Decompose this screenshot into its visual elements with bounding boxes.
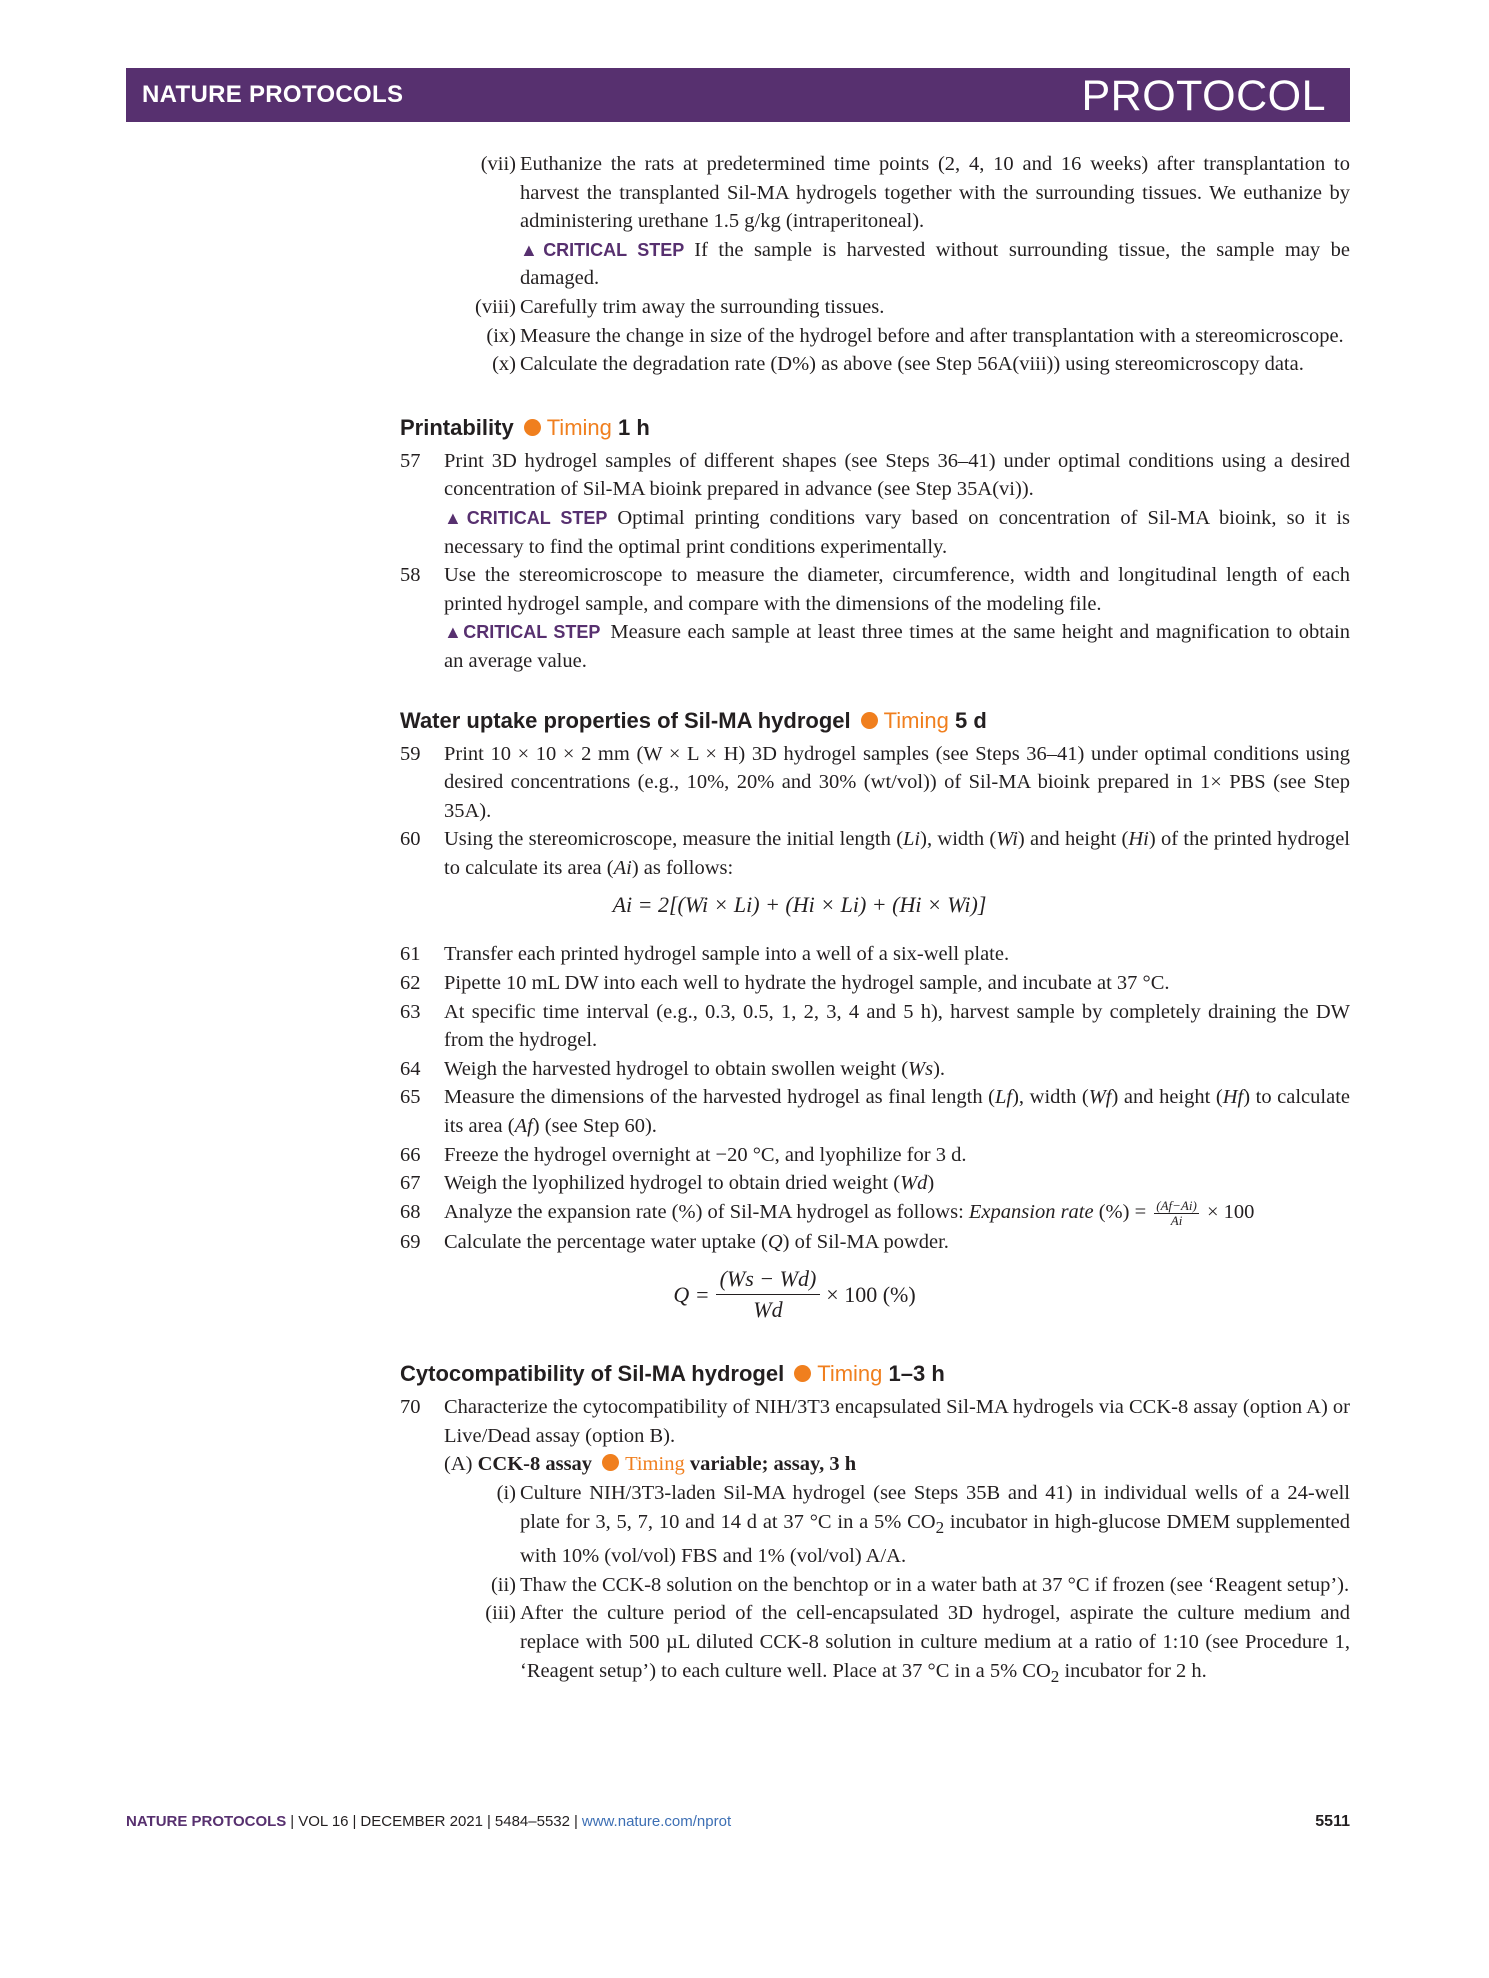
option-a-heading: (A) CCK-8 assay Timing variable; assay, 3 h <box>444 1453 857 1476</box>
step-58: 58 Use the stereomicroscope to measure the diameter, circumference, width and longitudinal length of each printed hydrogel sample, and compare with the dimensions of the modeling file. ▲CRITICAL STEP Measure each sample at least three times at the same height and magnification to obtain an average value. <box>400 564 1350 672</box>
timing-dot-icon <box>794 1365 811 1382</box>
step-67: 67 Weigh the lyophilized hydrogel to obtain dried weight (Wd) <box>400 1172 935 1195</box>
step-69: 69 Calculate the percentage water uptake (Q) of Sil-MA powder. <box>400 1230 949 1253</box>
section-printability-heading: Printability Timing 1 h <box>400 414 650 440</box>
section-cytocompatibility-heading: Cytocompatibility of Sil-MA hydrogel Timing 1–3 h <box>400 1361 945 1387</box>
expansion-fraction: $\frac{(Af-Ai)}{Ai}$ <box>1156 1197 1197 1228</box>
step-60: 60 Using the stereomicroscope, measure the initial length (Li), width (Wi) and height (Hi) of the printed hydrogel to calculate its area (Ai) as follows: <box>400 828 1350 879</box>
journal-name: NATURE PROTOCOLS <box>142 81 404 108</box>
substep-a-ii: (ii) Thaw the CCK-8 solution on the benchtop or in a water bath at 37 °C if frozen (see ‘Reagent setup’). <box>490 1573 1350 1596</box>
article-type: PROTOCOL <box>1081 72 1326 120</box>
substep-vii: (vii) Euthanize the rats at predetermined time points (2, 4, 10 and 16 weeks) after transplantation to harvest the transplanted Sil-MA hydrogels together with the surrounding tissues. We euthanize by administering urethane 1.5 g/kg (intraperitoneal). ▲CRITICAL STEP If the sample is harvested without surrounding tissue, the sample may be damaged. <box>480 153 1351 290</box>
step-66: 66 Freeze the hydrogel overnight at −20 °C, and lyophilize for 3 d. <box>400 1143 967 1166</box>
page-number: 5511 <box>1315 1813 1350 1830</box>
step-61: 61 Transfer each printed hydrogel sample into a well of a six-well plate. <box>400 943 1010 966</box>
critical-step-label: ▲CRITICAL STEP <box>520 239 685 260</box>
critical-step-label: ▲CRITICAL STEP <box>444 507 608 528</box>
step-65: 65 Measure the dimensions of the harvested hydrogel as final length (Lf), width (Wf) and height (Hf) to calculate its area (Af) (see Step 60). <box>400 1086 1350 1138</box>
step-63: 63 At specific time interval (e.g., 0.3, 0.5, 1, 2, 3, 4 and 5 h), harvest sample by completely draining the DW from the hydrogel. <box>400 1000 1350 1052</box>
page-content <box>0 150 1489 1691</box>
substep-a-iii: (iii) After the culture period of the cell-encapsulated 3D hydrogel, aspirate the culture medium and replace with 500 µL diluted CCK-8 solution in culture medium at a ratio of 1:10 (see Procedure 1, ‘Reagent setup’) to each culture well. Place at 37 °C in a 5% $CO_2$ incubator for 2 h. <box>485 1602 1350 1686</box>
page-footer: NATURE PROTOCOLS | VOL 16 | DECEMBER 2021 | 5484–5532 | www.nature.com/nprot 5511 <box>126 1813 1350 1830</box>
substep-viii: (viii) Carefully trim away the surrounding tissues. <box>475 295 885 318</box>
timing-dot-icon <box>861 712 878 729</box>
step-64: 64 Weigh the harvested hydrogel to obtain swollen weight (Ws). <box>400 1057 946 1080</box>
step-68: 68 Analyze the expansion rate (%) of Sil-MA hydrogel as follows: Expansion rate (%) = $\frac{(Af-Ai)}{Ai}$ × 100 <box>400 1197 1255 1228</box>
page-header <box>126 68 1350 122</box>
timing-dot-icon <box>602 1454 619 1471</box>
substep-x: (x) Calculate the degradation rate (D%) as above (see Step 56A(viii)) using stereomicroscopy data. <box>492 353 1304 376</box>
journal-link[interactable]: www.nature.com/nprot <box>581 1813 732 1830</box>
step-57: 57 Print 3D hydrogel samples of different shapes (see Steps 36–41) under optimal conditions using a desired concentration of Sil-MA bioink prepared in advance (see Step 35A(vi)). ▲CRITICAL STEP Optimal printing conditions vary based on concentration of Sil-MA bioink, so it is necessary to find the optimal print conditions experimentally. <box>400 449 1350 558</box>
substep-ix: (ix) Measure the change in size of the hydrogel before and after transplantation with a stereomicroscope. <box>486 324 1344 347</box>
timing-dot-icon <box>524 419 541 436</box>
critical-step-label: ▲CRITICAL STEP <box>444 622 601 643</box>
step-70: 70 Characterize the cytocompatibility of NIH/3T3 encapsulated Sil-MA hydrogels via CCK-8 assay (option A) or Live/Dead assay (option B). <box>400 1396 1350 1447</box>
section-water-uptake-heading: Water uptake properties of Sil-MA hydrogel Timing 5 d <box>400 707 987 733</box>
step-62: 62 Pipette 10 mL DW into each well to hydrate the hydrogel sample, and incubate at 37 °C. <box>400 972 1170 995</box>
equation-water-uptake: Q = $\frac{(Ws - Wd)}{Wd}$ × 100 (%) <box>673 1266 916 1323</box>
substep-a-i: (i) Culture NIH/3T3-laden Sil-MA hydrogel (see Steps 35B and 41) in individual wells of a 24-well plate for 3, 5, 7, 10 and 14 d at 37 °C in a 5% $CO_2$ incubator in high-glucose DMEM supplemented with 10% (vol/vol) FBS and 1% (vol/vol) A/A. <box>496 1481 1350 1568</box>
equation-area: Ai = 2[(Wi × Li) + (Hi × Li) + (Hi × Wi)] <box>612 892 987 918</box>
step-59: 59 Print 10 × 10 × 2 mm (W × L × H) 3D hydrogel samples (see Steps 36–41) under optimal conditions using desired concentrations (e.g., 10%, 20% and 30% (wt/vol)) of Sil-MA bioink prepared in 1× PBS (see Step 35A). <box>400 742 1350 822</box>
